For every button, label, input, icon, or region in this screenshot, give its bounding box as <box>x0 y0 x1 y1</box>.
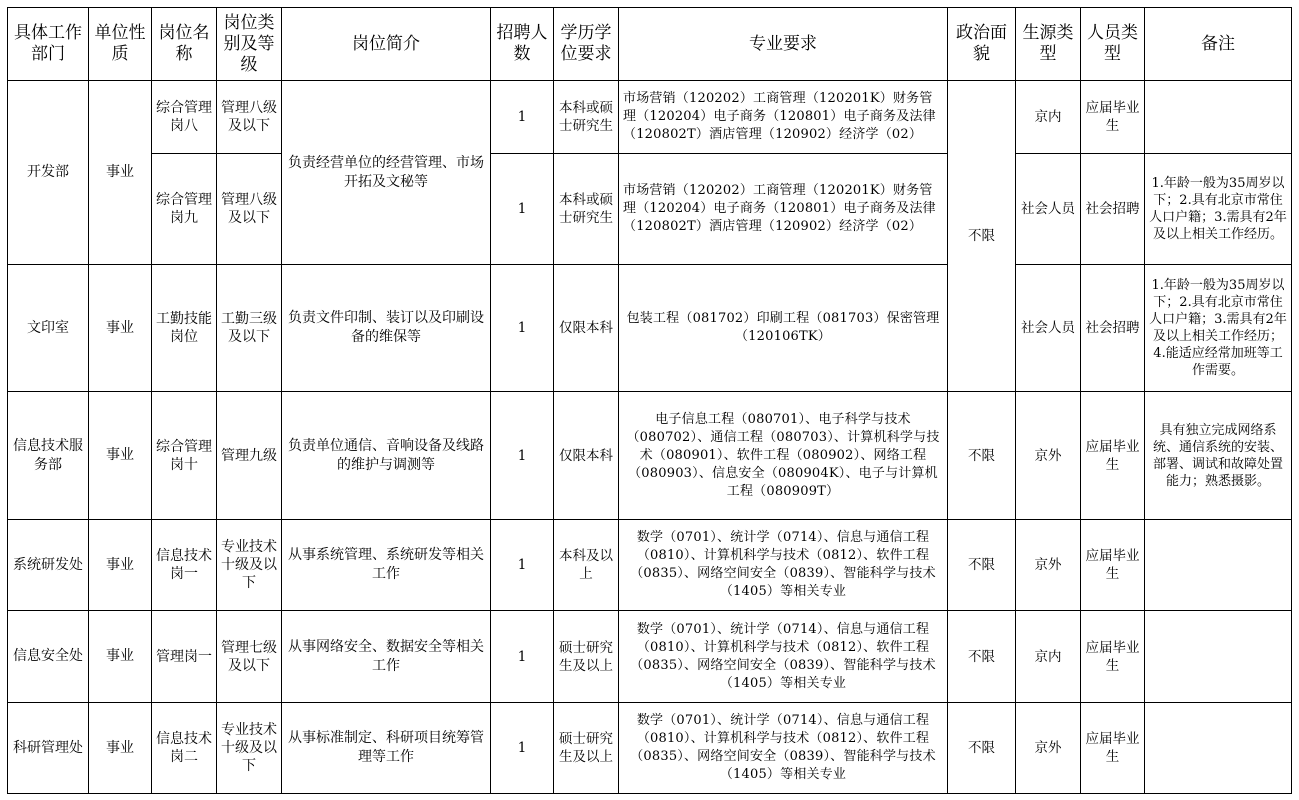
cell-major: 电子信息工程（080701）、电子科学与技术（080702）、通信工程（080703）、计算机科学与技术（080901）、软件工程（080902）、网络工程（080903）、信息安全（080904K）、电子与计算机工程（080909T） <box>619 392 948 520</box>
cell-desc: 负责经营单位的经营管理、市场开拓及文秘等 <box>282 81 491 265</box>
cell-count: 1 <box>491 392 554 520</box>
header-edu: 学历学位要求 <box>554 8 619 81</box>
cell-grade: 管理九级 <box>217 392 282 520</box>
cell-major: 数学（0701）、统计学（0714）、信息与通信工程（0810）、计算机科学与技术（0812）、软件工程（0835）、网络空间安全（0839）、智能科学与技术（1405）等相关专业 <box>619 520 948 611</box>
cell-desc: 负责单位通信、音响设备及线路的维护与调测等 <box>282 392 491 520</box>
cell-dept: 信息安全处 <box>8 611 89 703</box>
cell-edu: 本科或硕士研究生 <box>554 81 619 154</box>
cell-dept: 科研管理处 <box>8 703 89 794</box>
cell-staff-type: 社会招聘 <box>1081 154 1145 265</box>
cell-dept: 系统研发处 <box>8 520 89 611</box>
cell-nature: 事业 <box>89 611 152 703</box>
cell-note <box>1145 703 1292 794</box>
cell-major: 数学（0701）、统计学（0714）、信息与通信工程（0810）、计算机科学与技术（0812）、软件工程（0835）、网络空间安全（0839）、智能科学与技术（1405）等相关专业 <box>619 703 948 794</box>
cell-staff-type: 社会招聘 <box>1081 265 1145 392</box>
header-note: 备注 <box>1145 8 1292 81</box>
header-count: 招聘人数 <box>491 8 554 81</box>
cell-source: 京外 <box>1016 703 1081 794</box>
cell-political: 不限 <box>948 703 1016 794</box>
cell-count: 1 <box>491 265 554 392</box>
cell-count: 1 <box>491 611 554 703</box>
cell-count: 1 <box>491 520 554 611</box>
header-position: 岗位名称 <box>152 8 217 81</box>
cell-major: 市场营销（120202）工商管理（120201K）财务管理（120204）电子商务（120801）电子商务及法律（120802T）酒店管理（120902）经济学（02） <box>619 154 948 265</box>
cell-source: 社会人员 <box>1016 265 1081 392</box>
cell-staff-type: 应届毕业生 <box>1081 520 1145 611</box>
cell-nature: 事业 <box>89 392 152 520</box>
table-row <box>8 265 1292 392</box>
cell-position: 工勤技能岗位 <box>152 265 217 392</box>
cell-position: 综合管理岗十 <box>152 392 217 520</box>
cell-major: 市场营销（120202）工商管理（120201K）财务管理（120204）电子商务（120801）电子商务及法律（120802T）酒店管理（120902）经济学（02） <box>619 81 948 154</box>
table-row <box>8 703 1292 794</box>
cell-major: 数学（0701）、统计学（0714）、信息与通信工程（0810）、计算机科学与技术（0812）、软件工程（0835）、网络空间安全（0839）、智能科学与技术（1405）等相关专业 <box>619 611 948 703</box>
table-row <box>8 611 1292 703</box>
cell-note <box>1145 520 1292 611</box>
cell-staff-type: 应届毕业生 <box>1081 392 1145 520</box>
table-row <box>8 81 1292 154</box>
cell-political: 不限 <box>948 81 1016 392</box>
cell-edu: 本科或硕士研究生 <box>554 154 619 265</box>
cell-edu: 硕士研究生及以上 <box>554 611 619 703</box>
cell-source: 京外 <box>1016 392 1081 520</box>
cell-staff-type: 应届毕业生 <box>1081 611 1145 703</box>
cell-note <box>1145 81 1292 154</box>
cell-position: 综合管理岗八 <box>152 81 217 154</box>
cell-source: 京内 <box>1016 611 1081 703</box>
cell-note: 1.年龄一般为35周岁以下；2.具有北京市常住人口户籍；3.需具有2年及以上相关工作经历。 <box>1145 154 1292 265</box>
cell-source: 京内 <box>1016 81 1081 154</box>
cell-note <box>1145 611 1292 703</box>
cell-nature: 事业 <box>89 81 152 265</box>
cell-position: 信息技术岗一 <box>152 520 217 611</box>
header-dept: 具体工作部门 <box>8 8 89 81</box>
cell-nature: 事业 <box>89 520 152 611</box>
cell-position: 综合管理岗九 <box>152 154 217 265</box>
cell-position: 信息技术岗二 <box>152 703 217 794</box>
cell-count: 1 <box>491 154 554 265</box>
cell-grade: 管理八级及以下 <box>217 81 282 154</box>
header-political: 政治面貌 <box>948 8 1016 81</box>
cell-source: 社会人员 <box>1016 154 1081 265</box>
cell-desc: 从事标准制定、科研项目统筹管理等工作 <box>282 703 491 794</box>
cell-count: 1 <box>491 703 554 794</box>
cell-source: 京外 <box>1016 520 1081 611</box>
cell-staff-type: 应届毕业生 <box>1081 81 1145 154</box>
cell-edu: 硕士研究生及以上 <box>554 703 619 794</box>
cell-note: 具有独立完成网络系统、通信系统的安装、部署、调试和故障处置能力；熟悉摄影。 <box>1145 392 1292 520</box>
cell-dept: 文印室 <box>8 265 89 392</box>
cell-desc: 从事网络安全、数据安全等相关工作 <box>282 611 491 703</box>
header-major: 专业要求 <box>619 8 948 81</box>
cell-dept: 信息技术服务部 <box>8 392 89 520</box>
header-row <box>8 8 1292 81</box>
cell-major: 包装工程（081702）印刷工程（081703）保密管理（120106TK） <box>619 265 948 392</box>
cell-count: 1 <box>491 81 554 154</box>
header-desc: 岗位简介 <box>282 8 491 81</box>
header-nature: 单位性质 <box>89 8 152 81</box>
cell-nature: 事业 <box>89 703 152 794</box>
cell-grade: 工勤三级及以下 <box>217 265 282 392</box>
cell-desc: 负责文件印制、装订以及印刷设备的维保等 <box>282 265 491 392</box>
cell-note: 1.年龄一般为35周岁以下；2.具有北京市常住人口户籍；3.需具有2年及以上相关工作经历；4.能适应经常加班等工作需要。 <box>1145 265 1292 392</box>
header-source: 生源类型 <box>1016 8 1081 81</box>
cell-grade: 专业技术十级及以下 <box>217 703 282 794</box>
cell-desc: 从事系统管理、系统研发等相关工作 <box>282 520 491 611</box>
cell-dept: 开发部 <box>8 81 89 265</box>
cell-grade: 专业技术十级及以下 <box>217 520 282 611</box>
cell-grade: 管理八级及以下 <box>217 154 282 265</box>
table-row <box>8 392 1292 520</box>
cell-edu: 本科及以上 <box>554 520 619 611</box>
table-row <box>8 520 1292 611</box>
header-staff-type: 人员类型 <box>1081 8 1145 81</box>
cell-edu: 仅限本科 <box>554 392 619 520</box>
cell-position: 管理岗一 <box>152 611 217 703</box>
cell-political: 不限 <box>948 392 1016 520</box>
cell-political: 不限 <box>948 611 1016 703</box>
cell-grade: 管理七级及以下 <box>217 611 282 703</box>
header-grade: 岗位类别及等级 <box>217 8 282 81</box>
recruitment-table <box>7 7 1292 794</box>
table-row <box>8 154 1292 265</box>
cell-edu: 仅限本科 <box>554 265 619 392</box>
cell-political: 不限 <box>948 520 1016 611</box>
cell-nature: 事业 <box>89 265 152 392</box>
cell-staff-type: 应届毕业生 <box>1081 703 1145 794</box>
